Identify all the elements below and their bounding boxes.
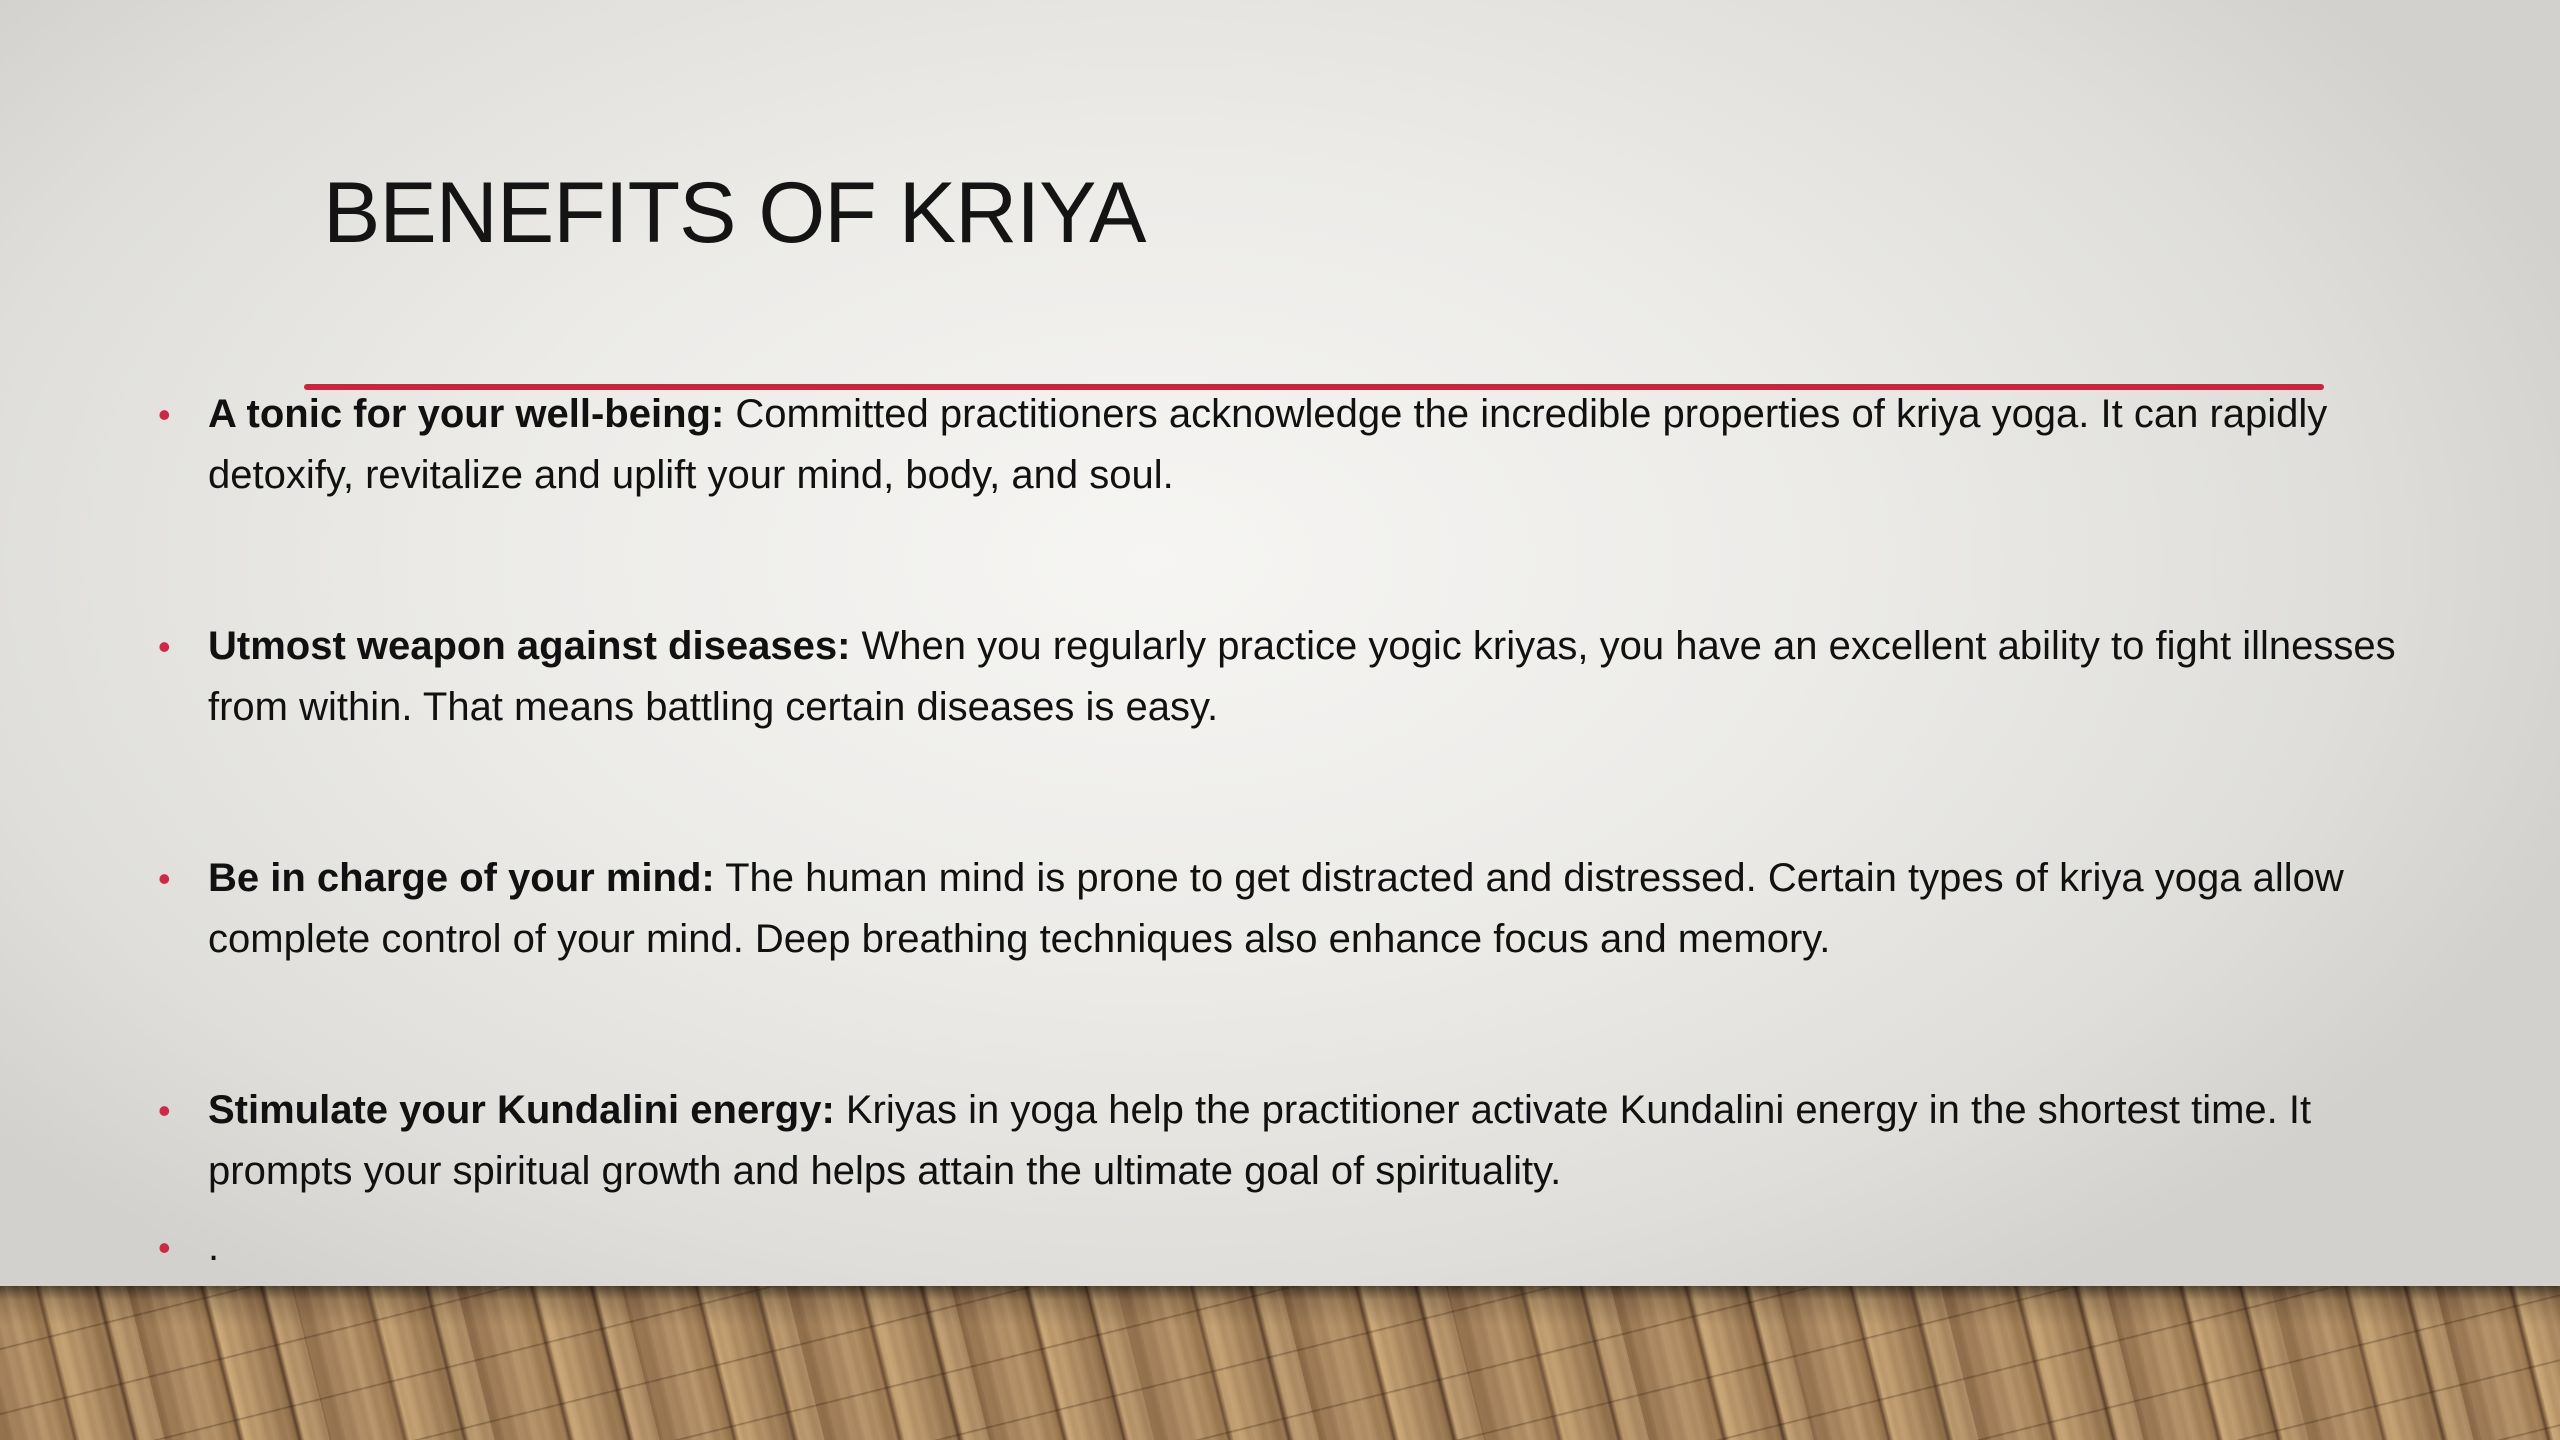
- bullet-item-empty: [158, 1217, 2418, 1278]
- bullet-item: [158, 848, 2418, 970]
- bullet-text: When you regularly practice yogic kriyas, you have an excellent ability to fight illnesses from within. That means battling certain diseases is easy.: [208, 624, 2396, 729]
- bullet-text: Committed practitioners acknowledge the incredible properties of kriya yoga. It can rapidly detoxify, revitalize and uplift your mind, body, and soul.: [208, 392, 2328, 497]
- bullet-heading: Be in charge of your mind:: [208, 856, 715, 900]
- bullet-marker: •: [158, 626, 171, 667]
- bullet-marker: •: [158, 1090, 171, 1131]
- slide-title: BENEFITS OF KRIYA: [323, 165, 1146, 261]
- bullet-item: [158, 384, 2418, 506]
- bullet-item: [158, 616, 2418, 738]
- bullet-marker: •: [158, 394, 171, 435]
- wood-grain-texture: [0, 1286, 2560, 1440]
- bullet-text: Kriyas in yoga help the practitioner activate Kundalini energy in the shortest time. It prompts your spiritual growth and helps attain the ultimate goal of spirituality.: [208, 1088, 2312, 1193]
- bullet-heading: A tonic for your well-being:: [208, 392, 725, 436]
- bullet-text: The human mind is prone to get distracted and distressed. Certain types of kriya yoga allow complete control of your mind. Deep breathing techniques also enhance focus and memory.: [208, 856, 2344, 961]
- bullet-heading: Utmost weapon against diseases:: [208, 624, 851, 668]
- bullet-text: .: [208, 1225, 220, 1269]
- bullet-marker: •: [158, 858, 171, 899]
- bullet-heading: Stimulate your Kundalini energy:: [208, 1088, 835, 1132]
- bullet-marker: •: [158, 1227, 171, 1268]
- bullet-list: [158, 384, 2418, 1278]
- bullet-item: [158, 1080, 2418, 1202]
